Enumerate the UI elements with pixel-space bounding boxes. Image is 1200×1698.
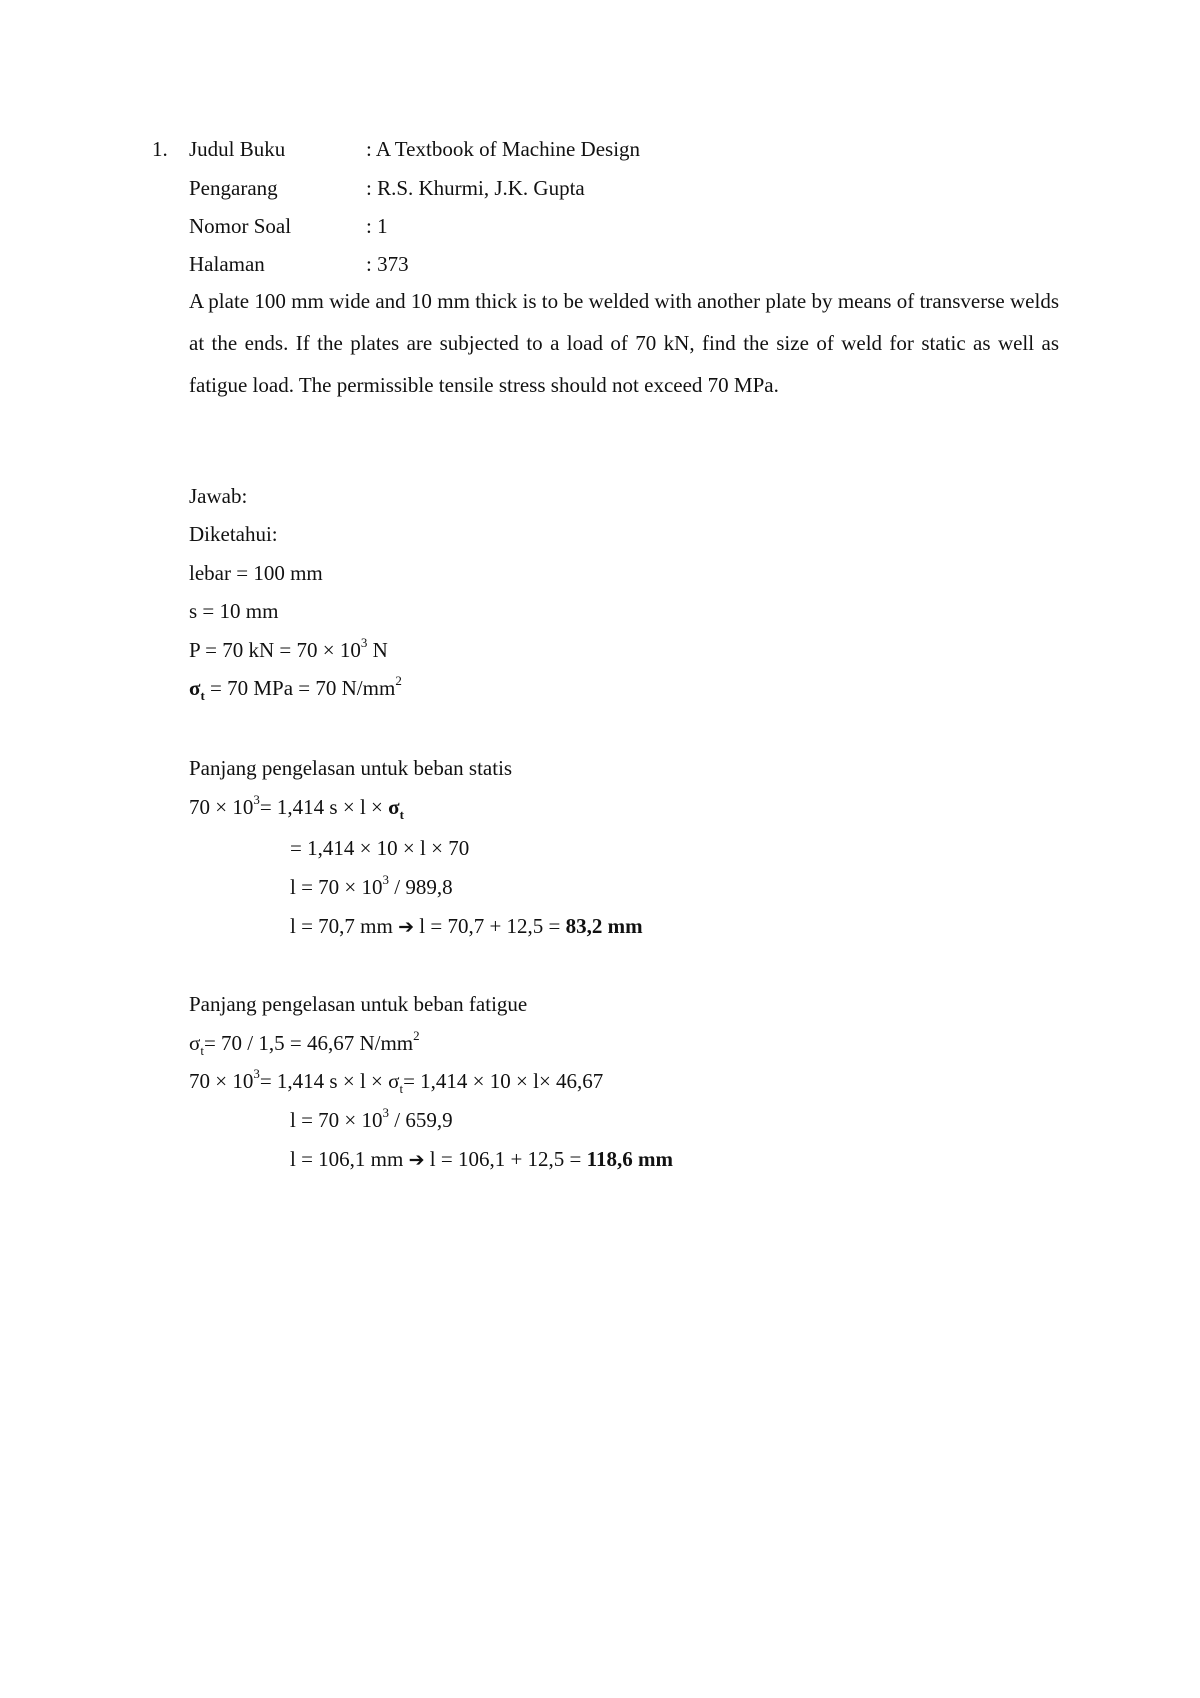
arrow-right-icon: ➔ (408, 1149, 425, 1171)
meta-label-book-title: Judul Buku (189, 137, 286, 161)
known-stress: $\sigma_t = 70$ MPa = 70 $N/mm^2$ (189, 673, 402, 704)
problem-statement: A plate 100 mm wide and 10 mm thick is to be welded with another plate by means of transverse welds at the ends. If the plates are subjected to a load of 70 kN, find the size of weld for static as well as fatigue load. The permissible tensile stress should not exceed 70 MPa. (189, 289, 1059, 397)
fatigue-equation-3: $l = 70 \times 10^3 / 659,9$ (290, 1105, 453, 1132)
meta-value-author: : R.S. Khurmi, J.K. Gupta (366, 176, 585, 200)
static-result: 83,2 mm (565, 914, 643, 938)
meta-value-page: : 373 (366, 252, 409, 276)
fatigue-equation-1: $\sigma_t= 70 / 1,5 = 46,67$ $N/mm^2$ (189, 1028, 420, 1059)
known-width: lebar = 100 mm (189, 561, 323, 585)
arrow-right-icon: ➔ (398, 916, 415, 938)
answer-heading: Jawab: (189, 484, 248, 508)
meta-label-page: Halaman (189, 252, 265, 276)
fatigue-result: 118,6 mm (586, 1147, 673, 1171)
known-thickness: s = 10 mm (189, 599, 279, 623)
fatigue-equation-2: $70 \times 10^3= 1,414$ $s \times l \times \sigma_t= 1,414 \times 10 \times l\times 46,67$ (189, 1066, 604, 1097)
known-load: P = 70 kN = $70 \times 10^3$ N (189, 635, 388, 662)
known-heading: Diketahui: (189, 522, 278, 546)
static-equation-2: = 1,414 × 10 × l × 70 (290, 836, 470, 860)
static-equation-3: $l = 70 \times 10^3 / 989,8$ (290, 872, 453, 899)
static-equation-4: l = 70,7 mm ➔ l = 70,7 + 12,5 = 83,2 mm (290, 914, 643, 938)
static-equation-1: $70 \times 10^3= 1,414$ $s \times l \times \sigma_t$ (189, 792, 404, 823)
meta-label-author: Pengarang (189, 176, 278, 200)
item-number: 1. (152, 137, 168, 161)
fatigue-heading: Panjang pengelasan untuk beban fatigue (189, 992, 528, 1016)
meta-value-problem-number: : 1 (366, 214, 388, 238)
static-heading: Panjang pengelasan untuk beban statis (189, 756, 513, 780)
meta-value-book-title: : A Textbook of Machine Design (366, 137, 641, 161)
fatigue-equation-4: l = 106,1 mm ➔ l = 106,1 + 12,5 = 118,6 mm (290, 1147, 673, 1171)
meta-label-problem-number: Nomor Soal (189, 214, 292, 238)
